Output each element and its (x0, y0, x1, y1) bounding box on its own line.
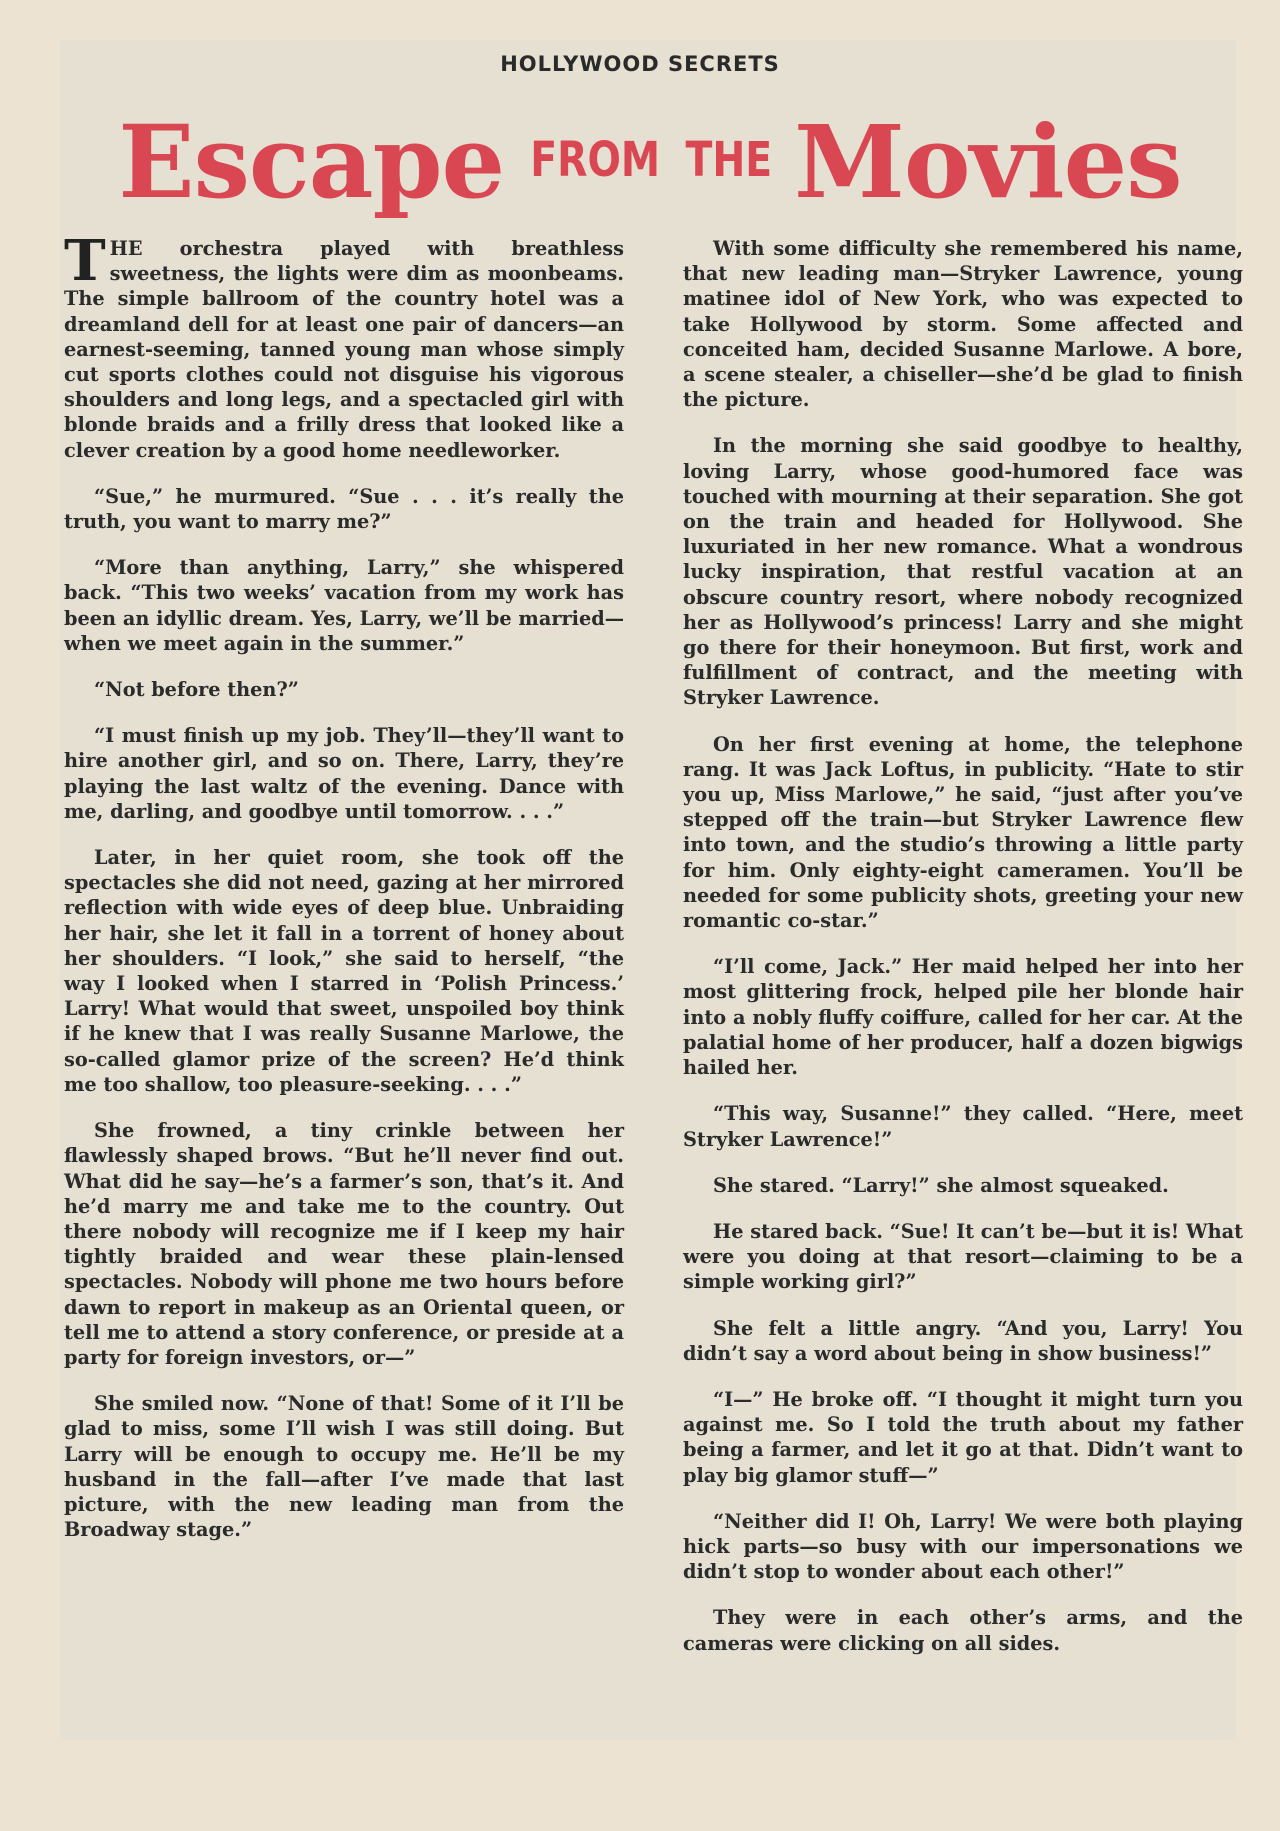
paragraph: He stared back. “Sue! It can’t be—but it is! What were you doing at that resort—claiming to be a simple working girl?” (683, 1219, 1243, 1294)
title-word-from: FROM (530, 132, 661, 188)
running-head: HOLLYWOOD SECRETS (500, 52, 780, 76)
story-title (100, 92, 1200, 221)
paragraph: “Not before then?” (94, 678, 299, 702)
paragraph: She felt a little angry. “And you, Larry! You didn’t say a word about being in show business!” (683, 1316, 1243, 1365)
paragraph (64, 228, 624, 463)
paragraph: “More than anything, Larry,” she whispered back. “This two weeks’ vacation from my work has been an idyllic dream. Yes, Larry, we’ll be married—when we meet again in the summer.” (64, 556, 624, 655)
paragraph: She frowned, a tiny crinkle between her flawlessly shaped brows. “But he’ll never find out. What did he say—he’s a farmer’s son, that’s it. And he’d marry me and take me to the country. Out there nobody will recognize me if I keep my hair tightly braided and wear these plain-lensed spectacles. Nobody will phone me two hours before dawn to report in makeup as an Oriental queen, or tell me to attend a story conference, or preside at a party for foreign investors, or—” (64, 1119, 624, 1369)
paragraph: “I’ll come, Jack.” Her maid helped her into her most glittering frock, helped pile her blonde hair into a nobly fluffy coiffure, called for her car. At the palatial home of her producer, half a dozen bigwigs hailed her. (683, 955, 1243, 1080)
paragraph: “Sue,” he murmured. “Sue . . . it’s really the truth, you want to marry me?” (64, 484, 624, 534)
paragraph: “Neither did I! Oh, Larry! We were both playing hick parts—so busy with our impersonations we didn’t stop to wonder about each other!” (683, 1509, 1243, 1584)
drop-cap: T (64, 228, 106, 294)
right-column (683, 236, 1243, 1677)
title-word-movies: Movies (794, 103, 1182, 221)
paragraph: She smiled now. “None of that! Some of it I’ll be glad to miss, some I’ll wish I was still doing. But Larry will be enough to occupy me. He’ll be my husband in the fall—after I’ve made that last picture, with the new leading man from the Broadway stage.” (64, 1392, 624, 1542)
paragraph: “I—” He broke off. “I thought it might turn you against me. So I told the truth about my father being a farmer, and let it go at that. Didn’t want to play big glamor stuff—” (683, 1387, 1243, 1487)
paragraph: With some difficulty she remembered his name, that new leading man—Stryker Lawrence, young matinee idol of New York, who was expected to take Hollywood by storm. Some affected and conceited ham, decided Susanne Marlowe. A bore, a scene stealer, a chiseller—she’d be glad to finish the picture. (683, 237, 1243, 412)
paragraph: On her first evening at home, the telephone rang. It was Jack Loftus, in publicity. “Hate to stir you up, Miss Marlowe,” he said, “just after you’ve stepped off the train—but Stryker Lawrence flew into town, and the studio’s throwing a little party for him. Only eighty-eight cameramen. You’ll be needed for some publicity shots, greeting your new romantic co-star.” (683, 732, 1243, 933)
paragraph: In the morning she said goodbye to healthy, loving Larry, whose good-humored face was touched with mourning at their separation. She got on the train and headed for Hollywood. She luxuriated in her new romance. What a wondrous lucky inspiration, that restful vacation at an obscure country resort, where nobody recognized her as Hollywood’s princess! Larry and she might go there for their honeymoon. But first, work and fulfillment of contract, and the meeting with Stryker Lawrence. (683, 434, 1243, 710)
paragraph: She stared. “Larry!” she almost squeaked. (713, 1173, 1169, 1197)
paragraph: “I must finish up my job. They’ll—they’ll want to hire another girl, and so on. There, Larry, they’re playing the last waltz of the evening. Dance with me, darling, and goodbye until tomorrow. . . .” (64, 724, 624, 823)
title-word-escape: Escape (118, 103, 505, 221)
paragraph-text: HE orchestra played with breathless sweetness, the lights were dim as moonbeams. The simple ballroom of the country hotel was a dreamland dell for at least one pair of dancers—an earnest-seeming, tanned young man whose simply cut sports clothes could not disguise his vigorous shoulders and long legs, and a spectacled girl with blonde braids and a frilly dress that looked like a clever creation by a good home needleworker. (64, 237, 624, 462)
paragraph: Later, in her quiet room, she took off the spectacles she did not need, gazing at her mirrored reflection with wide eyes of deep blue. Unbraiding her hair, she let it fall in a torrent of honey about her shoulders. “I look,” she said to herself, “the way I looked when I starred in ‘Polish Princess.’ Larry! What would that sweet, unspoiled boy think if he knew that I was really Susanne Marlowe, the so-called glamor prize of the screen? He’d think me too shallow, too pleasure-seeking. . . .” (64, 846, 624, 1096)
paragraph: “This way, Susanne!” they called. “Here, meet Stryker Lawrence!” (683, 1102, 1243, 1151)
left-column (64, 228, 624, 1563)
title-word-the: THE (685, 132, 773, 188)
paragraph: They were in each other’s arms, and the cameras were clicking on all sides. (683, 1606, 1243, 1655)
